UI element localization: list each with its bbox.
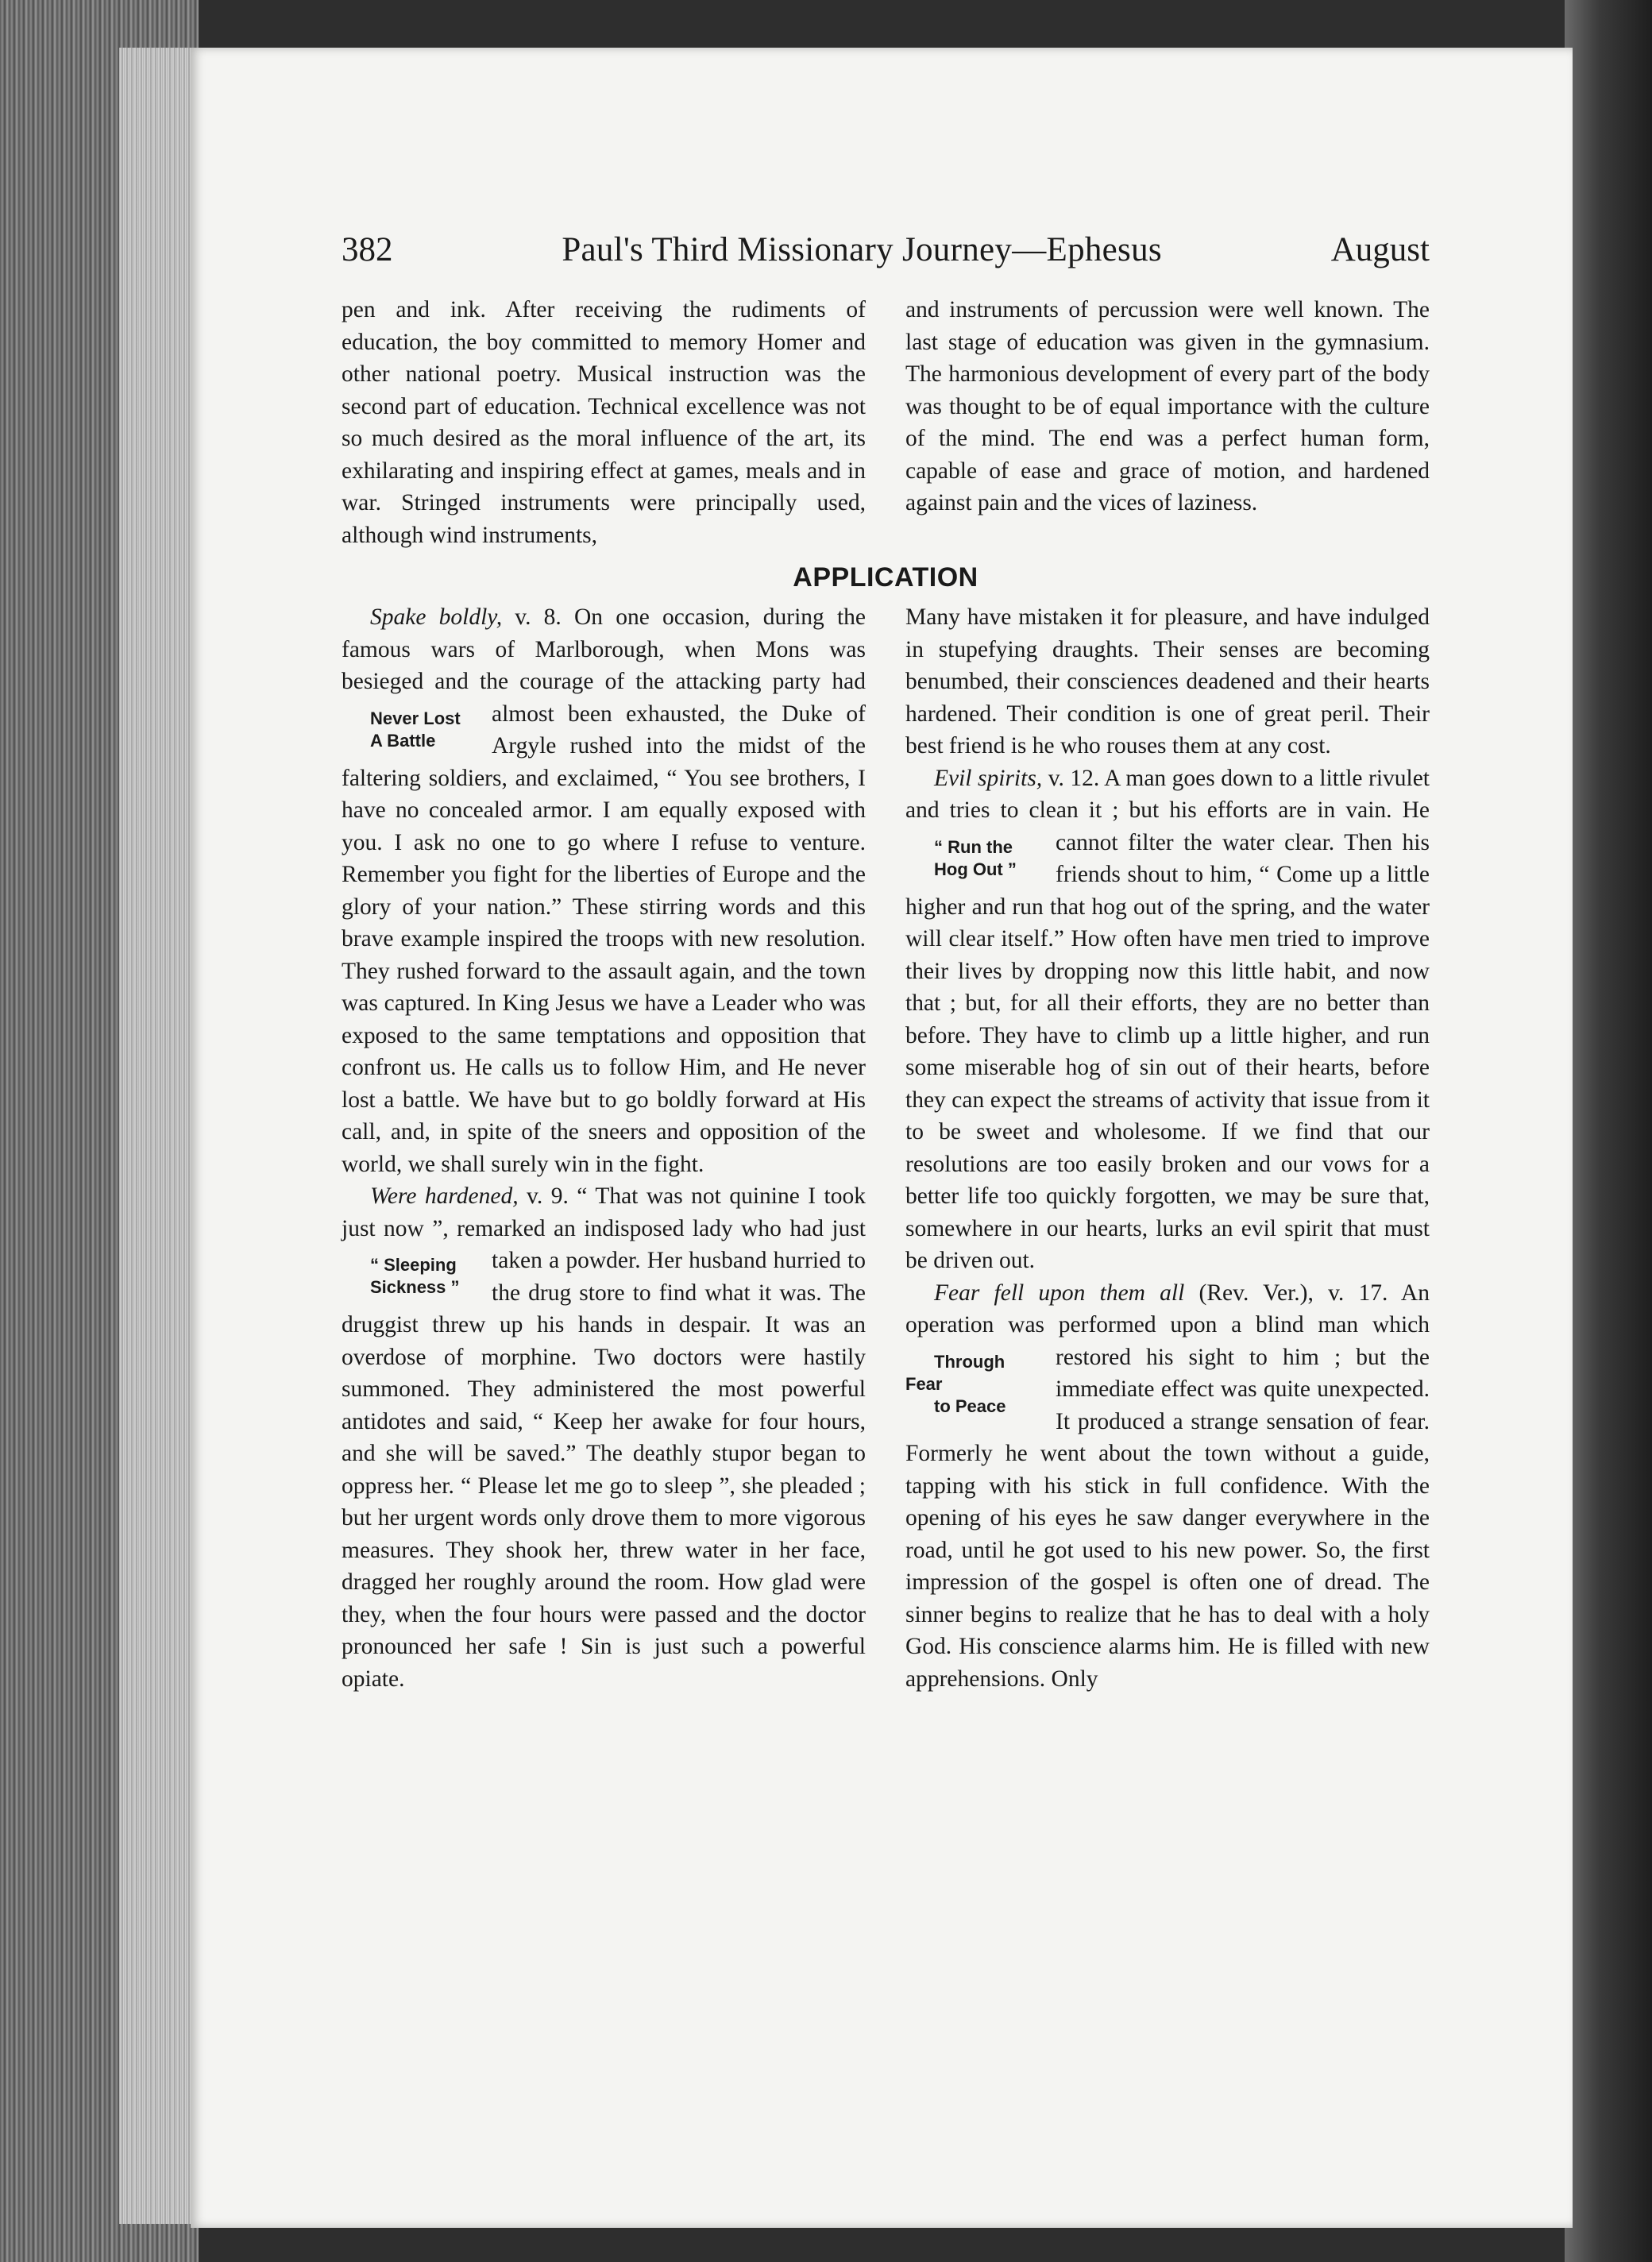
paragraph-text: (Rev. Ver.), v. 17. An operation was performed upon a blind man which restored his sight to him ; but: [905, 1280, 1430, 1370]
paragraph-fear-fell: [905, 1277, 1430, 1696]
application-left-column: [342, 601, 866, 1695]
margin-note-line: “ Sleeping: [370, 1255, 457, 1275]
intro-columns: [342, 294, 1430, 551]
paragraph-text: v. 9. “ That was not quinine I took just now ”, remarked an indisposed lady who had just taken a powder.: [342, 1183, 866, 1273]
margin-note-line: to Peace: [934, 1395, 1006, 1416]
application-columns: [342, 601, 1430, 1695]
intro-right-column: [905, 294, 1430, 551]
margin-note-line: Sickness ”: [370, 1277, 460, 1297]
paragraph-spake-boldly: [342, 601, 866, 1180]
lead-phrase: Fear fell upon them all: [934, 1280, 1185, 1306]
page-number: 382: [342, 231, 393, 268]
margin-note-line: Never Lost: [370, 708, 461, 728]
lead-phrase: Were hardened,: [370, 1183, 519, 1209]
paragraph-text: v. 12. A man goes down to a little rivulet and tries to clean it ; but his efforts are in vain. He cannot filter the: [905, 765, 1430, 855]
margin-note-line: Through Fear: [905, 1351, 1005, 1394]
paragraph-text: Her husband hurried to the drug store to find what it was. The druggist threw up his hands in despair. It was an overdose of morphine. Two doctors were hastily summoned. They administered the most powerful antidotes and said, “ Keep her awake for four hours, and she will be saved.” The deathly stupor began to oppress her. “ Please let me go to sleep ”, she pleaded ; but her urgent words only drove them to more vigorous measures. They shook her, threw water in her face, dragged her roughly around the room. How glad were they, when the four hours were passed and the doctor pronounced her safe ! Sin is just such a powerful opiate.: [342, 1248, 866, 1692]
margin-note-line: Hog Out ”: [934, 859, 1017, 879]
paragraph-continued: Many have mistaken it for pleasure, and have indulged in stupefying draughts. Their senses are becoming benumbed, their consciences deadened and their hearts hardened. Their condition is one of great peril. Their best friend is he who rouses them at any cost.: [905, 604, 1430, 759]
book-page-edges: [0, 0, 199, 2262]
intro-right-text: and instruments of percussion were well known. The last stage of education was given in the gymnasium. The harmonious development of every part of the body was thought to be of equal importance with the culture of the mind. The end was a perfect human form, capable of ease and grace of motion, and hardened against pain and the vices of laziness.: [905, 297, 1430, 515]
page-content: [342, 230, 1430, 1695]
paragraph-evil-spirits: [905, 762, 1430, 1277]
paragraph-text: the immediate effect was quite unexpected. It produced a strange sensation of fear. Formerly he went about the town without a guide, tapping with his stick in full confidence. With the opening of his eyes he saw danger everywhere in the road, until he got used to his new power. So, the first impression of the gospel is often one of dread. The sinner begins to realize that he has to deal with a holy God. His conscience alarms him. He is filled with new apprehensions. Only: [905, 1344, 1430, 1692]
section-heading: APPLICATION: [793, 562, 978, 593]
margin-note-run-the-hog-out: [905, 836, 1044, 881]
application-right-column: [905, 601, 1430, 1695]
right-page-shadow: [1565, 0, 1652, 2262]
margin-note-sleeping-sickness: [342, 1254, 481, 1299]
paragraph-text: v. 8. On one occasion, during the famous wars of Marlborough, when Mons was besieged and the courage of the attacking: [342, 604, 867, 694]
margin-note-line: “ Run the: [934, 836, 1013, 857]
intro-left-text: pen and ink. After receiving the rudiments of education, the boy committed to memory Homer and other national poetry. Musical instruction was the second part of education. Technical excellence was not so much desired as the moral influence of the art, its exhilarating and inspiring effect at games, meals and in war. Stringed instruments were principally used, although wind instruments,: [342, 297, 866, 548]
paragraph-text: water clear. Then his friends shout to him, “ Come up a little higher and run that hog out of the spring, and the water will clear itself.” How often have men tried to improve their lives by dropping now this little habit, and now that ; but, for all their efforts, they are no better than before. They have to climb up a little higher, and run some miserable hog of sin out of their hearts, before they can expect the streams of activity that issue from it to be sweet and wholesome. If we find that our resolutions are too easily broken and our vows for a better life too quickly forgotten, we may be sure that, somewhere in our hearts, lurks an evil spirit that must be driven out.: [905, 829, 1430, 1273]
page-title: Paul's Third Missionary Journey—Ephesus: [562, 231, 1162, 268]
paragraph-text: party had almost been exhausted, the Duke of Argyle rushed into the midst of the faltering soldiers, and exclaimed, “ You see brothers, I have no concealed armor. I am equally exposed with you. I ask no one to go where I refuse to venture. Remember you fight for the liberties of Europe and the glory of your nation.” These stirring words and this brave example inspired the troops with new resolution. They rushed forward to the assault again, and the town was captured. In King Jesus we have a Leader who was exposed to the same temptations and opposition that confront us. He calls us to follow Him, and He never lost a battle. We have but to go boldly forward at His call, and, in spite of the sneers and opposition of the world, we shall surely win in the fight.: [342, 669, 866, 1177]
month-label: August: [1330, 231, 1430, 268]
intro-left-column: [342, 294, 866, 551]
margin-note-line: A Battle: [370, 730, 436, 751]
running-head: [342, 230, 1430, 275]
paragraph-were-hardened: [342, 1180, 866, 1695]
lead-phrase: Evil spirits,: [934, 765, 1043, 791]
lead-phrase: Spake boldly,: [370, 604, 503, 630]
page-stack-edge: [119, 48, 199, 2224]
margin-note-never-lost: [342, 708, 481, 752]
margin-note-through-fear: [905, 1351, 1044, 1418]
